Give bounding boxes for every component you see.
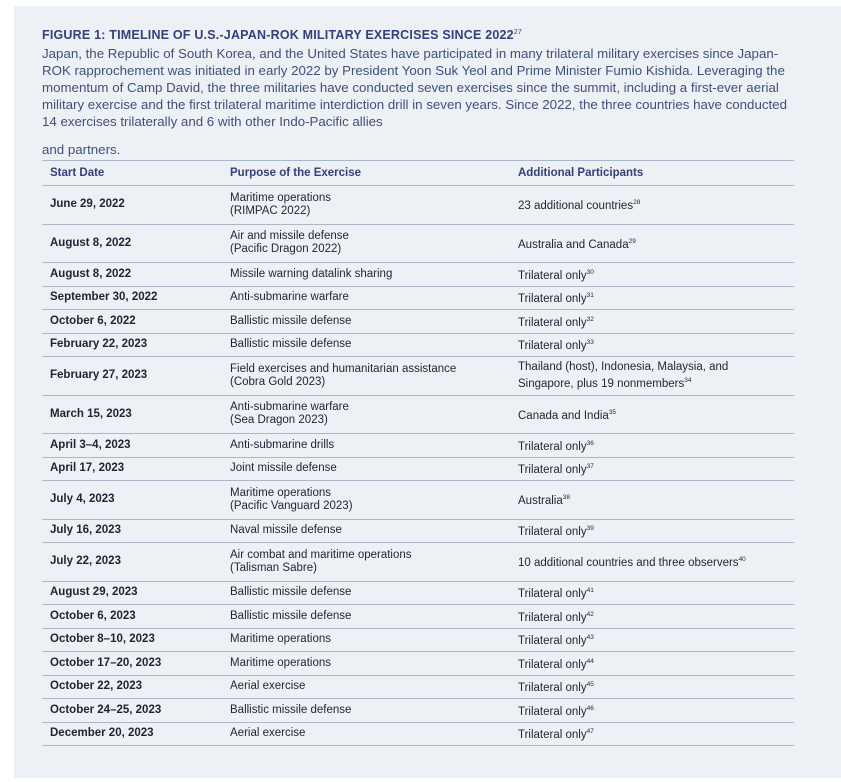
footnote-ref: 47: [586, 728, 594, 736]
participants-cell: Trilateral only$^{44}$: [510, 652, 794, 676]
participants-cell: Trilateral only$^{47}$: [510, 722, 794, 746]
table-row: [42, 722, 794, 746]
purpose-cell: Anti-submarine drills: [222, 434, 510, 458]
purpose-cell: Anti-submarine warfare: [222, 286, 510, 310]
header-purpose: Purpose of the Exercise: [222, 161, 510, 186]
start-date-cell: April 3–4, 2023: [42, 434, 222, 458]
footnote-ref: 33: [586, 339, 594, 347]
start-date-cell: July 16, 2023: [42, 519, 222, 543]
participants-cell: Australia$^{38}$: [510, 481, 794, 520]
table-row: [42, 581, 794, 605]
participants-cell: Trilateral only$^{39}$: [510, 519, 794, 543]
start-date-cell: October 6, 2022: [42, 310, 222, 334]
participants-cell: Trilateral only$^{42}$: [510, 605, 794, 629]
header-start-date: Start Date: [42, 161, 222, 186]
participants-cell: 23 additional countries$^{28}$: [510, 186, 794, 225]
purpose-cell: Ballistic missile defense: [222, 699, 510, 723]
figure-intro: Japan, the Republic of South Korea, and the United States have participated in many trilateral military exercises since Japan-ROK rapprochement was initiated in early 2022 by President Yoon Suk Yeol and Prime Minister Fumio Kishida. Leveraging the momentum of Camp David, the three militaries have conducted seven exercises since the summit, including a first-ever aerial military exercise and the first trilateral maritime interdiction drill in seven years. Since 2022, the three countries have conducted 14 exercises trilaterally and 6 with other Indo-Pacific allies: [42, 46, 787, 129]
table-row: [42, 699, 794, 723]
start-date-cell: October 24–25, 2023: [42, 699, 222, 723]
start-date-cell: February 22, 2023: [42, 333, 222, 357]
table-row: [42, 519, 794, 543]
table-row: [42, 310, 794, 334]
participants-cell: Trilateral only$^{37}$: [510, 457, 794, 481]
table-row: [42, 675, 794, 699]
table-row: [42, 263, 794, 287]
participants-cell: 10 additional countries and three observers$^{40}$: [510, 543, 794, 582]
purpose-cell: Ballistic missile defense: [222, 310, 510, 334]
purpose-cell: Maritime operations (RIMPAC 2022): [222, 186, 510, 225]
purpose-cell: Naval missile defense: [222, 519, 510, 543]
start-date-cell: March 15, 2023: [42, 395, 222, 434]
footnote-ref: 32: [586, 315, 594, 323]
purpose-cell: Field exercises and humanitarian assistance (Cobra Gold 2023): [222, 357, 510, 396]
start-date-cell: August 8, 2022: [42, 224, 222, 263]
participants-cell: Trilateral only$^{36}$: [510, 434, 794, 458]
table-row: [42, 628, 794, 652]
purpose-cell: Air and missile defense (Pacific Dragon 2022): [222, 224, 510, 263]
table-row: [42, 333, 794, 357]
footnote-ref: 31: [586, 292, 594, 300]
start-date-cell: April 17, 2023: [42, 457, 222, 481]
purpose-cell: Maritime operations: [222, 652, 510, 676]
table-row: [42, 434, 794, 458]
footnote-ref: 35: [608, 408, 617, 416]
participants-cell: Australia and Canada$^{29}$: [510, 224, 794, 263]
footnote-ref: 41: [586, 587, 594, 595]
footnote-ref: 46: [586, 704, 594, 712]
footnote-ref: 36: [586, 439, 594, 447]
start-date-cell: December 20, 2023: [42, 722, 222, 746]
start-date-cell: July 22, 2023: [42, 543, 222, 582]
table-body: [42, 186, 794, 746]
participants-cell: Trilateral only$^{30}$: [510, 263, 794, 287]
table-row: [42, 395, 794, 434]
footnote-ref: 38: [562, 494, 570, 502]
header-participants: Additional Participants: [510, 161, 794, 186]
purpose-cell: Ballistic missile defense: [222, 605, 510, 629]
participants-cell: Trilateral only$^{43}$: [510, 628, 794, 652]
footnote-ref: 29: [628, 237, 636, 245]
participants-cell: Thailand (host), Indonesia, Malaysia, and Singapore, plus 19 nonmembers$^{34}$: [510, 357, 794, 396]
footnote-ref: 43: [586, 634, 594, 642]
purpose-cell: Aerial exercise: [222, 722, 510, 746]
purpose-cell: Ballistic missile defense: [222, 333, 510, 357]
footnote-ref: 37: [586, 463, 594, 471]
start-date-cell: August 29, 2023: [42, 581, 222, 605]
figure-title: FIGURE 1: TIMELINE OF U.S.-JAPAN-ROK MILITARY EXERCISES SINCE 2022$^{27}$: [42, 28, 523, 42]
participants-cell: Trilateral only$^{41}$: [510, 581, 794, 605]
table-row: [42, 543, 794, 582]
purpose-cell: Joint missile defense: [222, 457, 510, 481]
footnote-ref: 42: [586, 610, 594, 618]
table-row: [42, 286, 794, 310]
start-date-cell: July 4, 2023: [42, 481, 222, 520]
table-row: [42, 186, 794, 225]
start-date-cell: February 27, 2023: [42, 357, 222, 396]
start-date-cell: October 17–20, 2023: [42, 652, 222, 676]
table-row: [42, 457, 794, 481]
footnote-ref: 28: [633, 199, 641, 207]
participants-cell: Trilateral only$^{46}$: [510, 699, 794, 723]
figure-intro-continued: and partners.: [42, 142, 121, 157]
purpose-cell: Maritime operations: [222, 628, 510, 652]
purpose-cell: Aerial exercise: [222, 675, 510, 699]
footnote-ref: 44: [586, 657, 594, 665]
purpose-cell: Missile warning datalink sharing: [222, 263, 510, 287]
start-date-cell: October 6, 2023: [42, 605, 222, 629]
participants-cell: Trilateral only$^{45}$: [510, 675, 794, 699]
table-row: [42, 652, 794, 676]
start-date-cell: September 30, 2022: [42, 286, 222, 310]
start-date-cell: October 22, 2023: [42, 675, 222, 699]
participants-cell: Trilateral only$^{33}$: [510, 333, 794, 357]
start-date-cell: August 8, 2022: [42, 263, 222, 287]
table-row: [42, 357, 794, 396]
purpose-cell: Anti-submarine warfare (Sea Dragon 2023): [222, 395, 510, 434]
footnote-ref: 27: [513, 28, 523, 36]
footnote-ref: 34: [684, 376, 692, 384]
table-row: [42, 481, 794, 520]
participants-cell: Trilateral only$^{31}$: [510, 286, 794, 310]
footnote-ref: 45: [586, 681, 594, 689]
footnote-ref: 30: [586, 268, 594, 276]
purpose-cell: Maritime operations (Pacific Vanguard 2023): [222, 481, 510, 520]
footnote-ref: 39: [586, 525, 594, 533]
participants-cell: Trilateral only$^{32}$: [510, 310, 794, 334]
table-row: [42, 605, 794, 629]
table-header-row: [42, 161, 794, 186]
footnote-ref: 40: [738, 556, 746, 564]
start-date-cell: October 8–10, 2023: [42, 628, 222, 652]
purpose-cell: Ballistic missile defense: [222, 581, 510, 605]
table-row: [42, 224, 794, 263]
purpose-cell: Air combat and maritime operations (Talisman Sabre): [222, 543, 510, 582]
exercises-table: [42, 160, 794, 746]
start-date-cell: June 29, 2022: [42, 186, 222, 225]
participants-cell: Canada and India$^{35}$: [510, 395, 794, 434]
